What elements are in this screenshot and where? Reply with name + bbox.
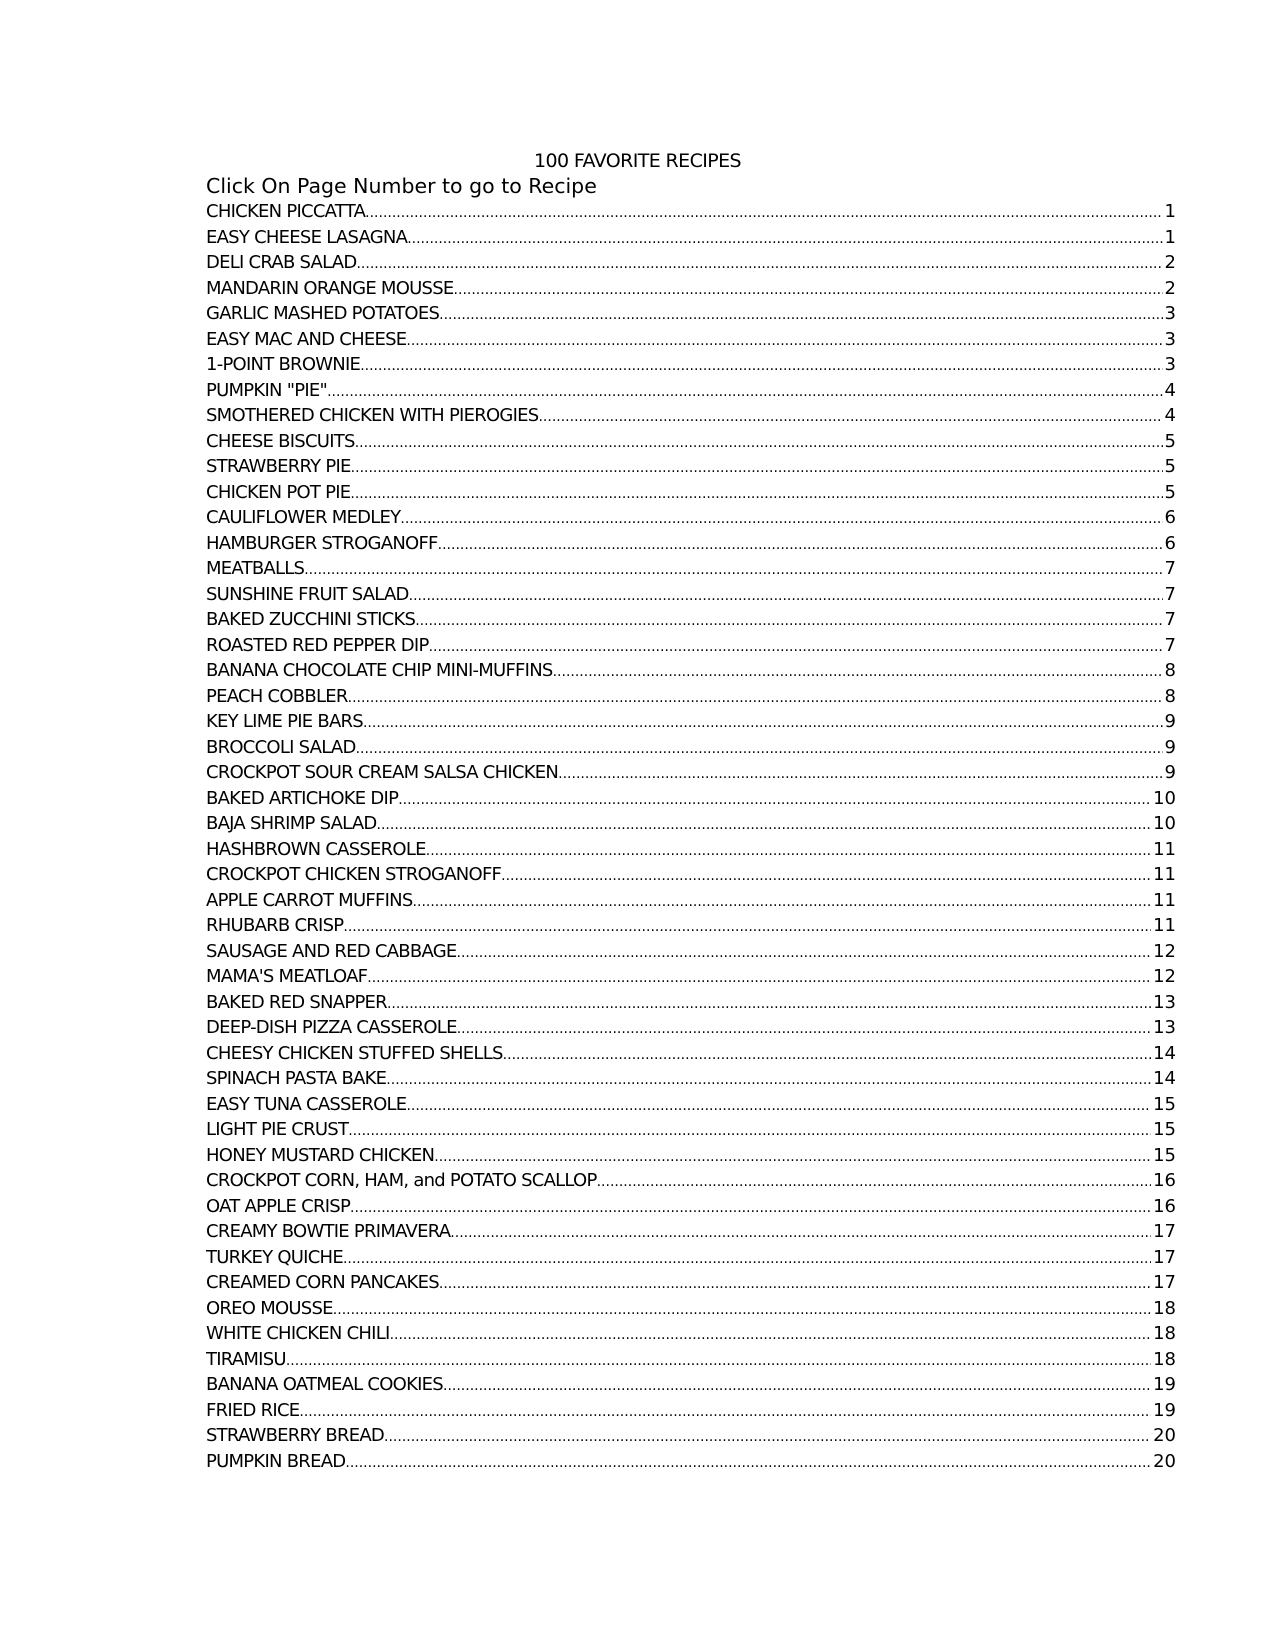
dot-leader xyxy=(367,966,1151,990)
page-number-link[interactable]: 19 xyxy=(1153,1399,1176,1421)
recipe-title: CROCKPOT CHICKEN STROGANOFF xyxy=(206,864,502,885)
recipe-title: MEATBALLS xyxy=(206,558,305,579)
dot-leader xyxy=(348,686,1163,710)
page-number-link[interactable]: 14 xyxy=(1153,1068,1176,1089)
page-number-link[interactable]: 18 xyxy=(1153,1297,1176,1319)
dot-leader xyxy=(450,1221,1151,1245)
toc-entry xyxy=(206,1372,1176,1398)
dot-leader xyxy=(387,992,1151,1016)
page-number-link[interactable]: 11 xyxy=(1153,838,1176,860)
page-number-link[interactable]: 2 xyxy=(1164,252,1176,273)
recipe-title: EASY MAC AND CHEESE xyxy=(206,328,407,350)
recipe-title: PUMPKIN BREAD xyxy=(206,1450,346,1472)
toc-entry xyxy=(206,199,1176,225)
recipe-title: CHICKEN POT PIE xyxy=(206,481,351,503)
recipe-title: STRAWBERRY PIE xyxy=(206,456,351,477)
dot-leader xyxy=(415,609,1162,633)
recipe-title: CHEESY CHICKEN STUFFED SHELLS xyxy=(206,1042,503,1064)
toc-entry xyxy=(206,250,1176,276)
toc-entry xyxy=(206,607,1176,633)
recipe-title: BAKED ZUCCHINI STICKS xyxy=(206,609,416,630)
toc-entry xyxy=(206,1245,1176,1271)
toc-entry xyxy=(206,990,1176,1016)
toc-entry xyxy=(206,1423,1176,1449)
page-number-link[interactable]: 12 xyxy=(1153,966,1176,987)
toc-entry xyxy=(206,1449,1176,1475)
recipe-title: CHEESE BISCUITS xyxy=(206,430,355,452)
page-number-link[interactable]: 17 xyxy=(1153,1272,1176,1293)
recipe-title: BAKED RED SNAPPER xyxy=(206,991,387,1013)
dot-leader xyxy=(406,329,1162,353)
dot-leader xyxy=(350,482,1162,506)
dot-leader xyxy=(443,1374,1151,1398)
recipe-title: DELI CRAB SALAD xyxy=(206,252,357,273)
page-number-link[interactable]: 5 xyxy=(1164,430,1176,452)
toc-entry xyxy=(206,658,1176,684)
page-number-link[interactable]: 10 xyxy=(1153,787,1176,809)
page-number-link[interactable]: 14 xyxy=(1153,1042,1176,1064)
dot-leader xyxy=(409,584,1163,608)
page-number-link[interactable]: 18 xyxy=(1153,1348,1176,1370)
page-number-link[interactable]: 17 xyxy=(1153,1246,1176,1268)
dot-leader xyxy=(457,1017,1151,1041)
page-number-link[interactable]: 6 xyxy=(1164,507,1176,528)
toc-entry xyxy=(206,1194,1176,1220)
toc-entry xyxy=(206,556,1176,582)
recipe-title: MANDARIN ORANGE MOUSSE xyxy=(206,277,454,299)
toc-entry xyxy=(206,633,1176,659)
recipe-title: RHUBARB CRISP xyxy=(206,915,344,936)
recipe-title: BANANA CHOCOLATE CHIP MINI-MUFFINS xyxy=(206,660,553,681)
table-of-contents xyxy=(206,199,1176,1474)
toc-entry xyxy=(206,939,1176,965)
dot-leader xyxy=(327,380,1162,404)
toc-entry xyxy=(206,454,1176,480)
recipe-title: BANANA OATMEAL COOKIES xyxy=(206,1374,443,1395)
dot-leader xyxy=(333,1298,1151,1322)
toc-entry xyxy=(206,1398,1176,1424)
toc-entry xyxy=(206,378,1176,404)
recipe-title: HONEY MUSTARD CHICKEN xyxy=(206,1144,435,1166)
page-number-link[interactable]: 7 xyxy=(1164,558,1176,579)
recipe-title: OREO MOUSSE xyxy=(206,1297,333,1319)
page-number-link[interactable]: 12 xyxy=(1153,940,1176,962)
dot-leader xyxy=(406,1094,1151,1118)
dot-leader xyxy=(363,711,1163,735)
recipe-title: HASHBROWN CASSEROLE xyxy=(206,838,426,860)
page-number-link[interactable]: 16 xyxy=(1153,1170,1176,1191)
toc-entry xyxy=(206,1321,1176,1347)
page-number-link[interactable]: 4 xyxy=(1164,405,1176,426)
page-number-link[interactable]: 9 xyxy=(1164,711,1176,732)
recipe-title: BAJA SHRIMP SALAD xyxy=(206,813,377,834)
recipe-title: CREAMED CORN PANCAKES xyxy=(206,1272,439,1293)
recipe-title: CROCKPOT CORN, HAM, and POTATO SCALLOP xyxy=(206,1170,597,1191)
recipe-title: MAMA'S MEATLOAF xyxy=(206,966,368,987)
page-number-link[interactable]: 6 xyxy=(1164,532,1176,554)
dot-leader xyxy=(343,915,1151,939)
recipe-title: STRAWBERRY BREAD xyxy=(206,1425,385,1446)
page-number-link[interactable]: 7 xyxy=(1164,609,1176,630)
recipe-title: EASY CHEESE LASAGNA xyxy=(206,226,408,248)
toc-entry xyxy=(206,888,1176,914)
dot-leader xyxy=(348,1119,1151,1143)
recipe-title: OAT APPLE CRISP xyxy=(206,1195,351,1217)
recipe-title: TIRAMISU xyxy=(206,1348,286,1370)
dot-leader xyxy=(386,1068,1151,1092)
recipe-title: EASY TUNA CASSEROLE xyxy=(206,1093,407,1115)
page-number-link[interactable]: 7 xyxy=(1164,583,1176,605)
dot-leader xyxy=(356,737,1163,761)
recipe-title: PUMPKIN "PIE" xyxy=(206,379,328,401)
dot-leader xyxy=(345,1451,1151,1475)
dot-leader xyxy=(355,431,1163,455)
toc-entry xyxy=(206,1219,1176,1245)
document-title: 100 FAVORITE RECIPES xyxy=(534,150,741,172)
recipe-title: 1-POINT BROWNIE xyxy=(206,354,361,375)
page-number-link[interactable]: 8 xyxy=(1164,685,1176,707)
page-number-link[interactable]: 9 xyxy=(1164,736,1176,758)
toc-entry xyxy=(206,403,1176,429)
recipe-title: CREAMY BOWTIE PRIMAVERA xyxy=(206,1221,451,1242)
page-number-link[interactable]: 11 xyxy=(1153,889,1176,911)
dot-leader xyxy=(426,839,1151,863)
page-number-link[interactable]: 2 xyxy=(1164,277,1176,299)
page-number-link[interactable]: 19 xyxy=(1153,1374,1176,1395)
page-number-link[interactable]: 1 xyxy=(1164,201,1176,222)
toc-entry xyxy=(206,1270,1176,1296)
dot-leader xyxy=(558,762,1162,786)
toc-entry xyxy=(206,1296,1176,1322)
dot-leader xyxy=(434,1145,1151,1169)
dot-leader xyxy=(398,788,1151,812)
page-number-link[interactable]: 4 xyxy=(1164,379,1176,401)
dot-leader xyxy=(501,864,1151,888)
toc-entry xyxy=(206,684,1176,710)
recipe-title: CHICKEN PICCATTA xyxy=(206,201,366,222)
page-number-link[interactable]: 15 xyxy=(1153,1144,1176,1166)
toc-entry xyxy=(206,1347,1176,1373)
page-number-link[interactable]: 20 xyxy=(1153,1450,1176,1472)
page-number-link[interactable]: 7 xyxy=(1164,634,1176,656)
toc-entry xyxy=(206,1117,1176,1143)
toc-entry xyxy=(206,964,1176,990)
recipe-title: ROASTED RED PEPPER DIP xyxy=(206,634,429,656)
toc-entry xyxy=(206,327,1176,353)
dot-leader xyxy=(597,1170,1152,1194)
toc-entry xyxy=(206,1066,1176,1092)
recipe-title: CROCKPOT SOUR CREAM SALSA CHICKEN xyxy=(206,762,559,783)
toc-entry xyxy=(206,429,1176,455)
toc-entry xyxy=(206,582,1176,608)
recipe-title: SAUSAGE AND RED CABBAGE xyxy=(206,940,457,962)
recipe-title: CAULIFLOWER MEDLEY xyxy=(206,507,401,528)
dot-leader xyxy=(553,660,1163,684)
recipe-title: BROCCOLI SALAD xyxy=(206,736,356,758)
recipe-title: DEEP-DISH PIZZA CASSEROLE xyxy=(206,1017,457,1038)
recipe-title: KEY LIME PIE BARS xyxy=(206,711,363,732)
toc-entry xyxy=(206,1092,1176,1118)
toc-entry xyxy=(206,786,1176,812)
dot-leader xyxy=(351,456,1163,480)
page-number-link[interactable]: 20 xyxy=(1153,1425,1176,1446)
page-number-link[interactable]: 15 xyxy=(1153,1119,1176,1140)
recipe-title: WHITE CHICKEN CHILI xyxy=(206,1323,390,1344)
page-number-link[interactable]: 8 xyxy=(1164,660,1176,681)
toc-entry xyxy=(206,1143,1176,1169)
page-number-link[interactable]: 9 xyxy=(1164,762,1176,783)
page-number-link[interactable]: 11 xyxy=(1153,864,1176,885)
toc-entry xyxy=(206,837,1176,863)
recipe-title: FRIED RICE xyxy=(206,1399,300,1421)
toc-entry xyxy=(206,735,1176,761)
dot-leader xyxy=(304,558,1162,582)
dot-leader xyxy=(343,1247,1151,1271)
dot-leader xyxy=(400,507,1162,531)
toc-entry xyxy=(206,811,1176,837)
toc-entry xyxy=(206,301,1176,327)
toc-entry xyxy=(206,276,1176,302)
recipe-title: SUNSHINE FRUIT SALAD xyxy=(206,583,409,605)
dot-leader xyxy=(299,1400,1151,1424)
toc-entry xyxy=(206,862,1176,888)
dot-leader xyxy=(390,1323,1152,1347)
recipe-title: SPINACH PASTA BAKE xyxy=(206,1068,387,1089)
dot-leader xyxy=(503,1043,1151,1067)
recipe-title: TURKEY QUICHE xyxy=(206,1246,343,1268)
recipe-title: LIGHT PIE CRUST xyxy=(206,1119,349,1140)
toc-entry xyxy=(206,480,1176,506)
toc-entry xyxy=(206,225,1176,251)
page-number-link[interactable]: 3 xyxy=(1164,354,1176,375)
toc-entry xyxy=(206,760,1176,786)
dot-leader xyxy=(429,635,1163,659)
page-number-link[interactable]: 3 xyxy=(1164,328,1176,350)
toc-entry xyxy=(206,531,1176,557)
recipe-title: SMOTHERED CHICKEN WITH PIEROGIES xyxy=(206,405,539,426)
dot-leader xyxy=(356,252,1162,276)
dot-leader xyxy=(438,533,1163,557)
page-number-link[interactable]: 11 xyxy=(1153,915,1176,936)
dot-leader xyxy=(360,354,1162,378)
page-number-link[interactable]: 3 xyxy=(1164,303,1176,324)
recipe-title: HAMBURGER STROGANOFF xyxy=(206,532,438,554)
recipe-title: PEACH COBBLER xyxy=(206,685,348,707)
page-number-link[interactable]: 17 xyxy=(1153,1221,1176,1242)
document-subtitle: Click On Page Number to go to Recipe xyxy=(206,174,597,198)
dot-leader xyxy=(384,1425,1151,1449)
page-number-link[interactable]: 10 xyxy=(1153,813,1176,834)
toc-entry xyxy=(206,709,1176,735)
page-number-link[interactable]: 1 xyxy=(1164,226,1176,248)
dot-leader xyxy=(457,941,1152,965)
toc-entry xyxy=(206,505,1176,531)
page-number-link[interactable]: 18 xyxy=(1153,1323,1176,1344)
toc-entry xyxy=(206,913,1176,939)
dot-leader xyxy=(377,813,1152,837)
recipe-title: BAKED ARTICHOKE DIP xyxy=(206,787,399,809)
page-number-link[interactable]: 5 xyxy=(1164,481,1176,503)
dot-leader xyxy=(365,201,1162,225)
toc-entry xyxy=(206,352,1176,378)
dot-leader xyxy=(538,405,1162,429)
page-number-link[interactable]: 13 xyxy=(1153,991,1176,1013)
page-number-link[interactable]: 13 xyxy=(1153,1017,1176,1038)
toc-entry xyxy=(206,1015,1176,1041)
recipe-title: APPLE CARROT MUFFINS xyxy=(206,889,413,911)
dot-leader xyxy=(286,1349,1151,1373)
page-number-link[interactable]: 15 xyxy=(1153,1093,1176,1115)
dot-leader xyxy=(439,1272,1151,1296)
toc-entry xyxy=(206,1041,1176,1067)
dot-leader xyxy=(413,890,1152,914)
dot-leader xyxy=(407,227,1162,251)
dot-leader xyxy=(350,1196,1151,1220)
page-number-link[interactable]: 16 xyxy=(1153,1195,1176,1217)
toc-entry xyxy=(206,1168,1176,1194)
recipe-title: GARLIC MASHED POTATOES xyxy=(206,303,440,324)
dot-leader xyxy=(454,278,1163,302)
dot-leader xyxy=(439,303,1162,327)
page-number-link[interactable]: 5 xyxy=(1164,456,1176,477)
